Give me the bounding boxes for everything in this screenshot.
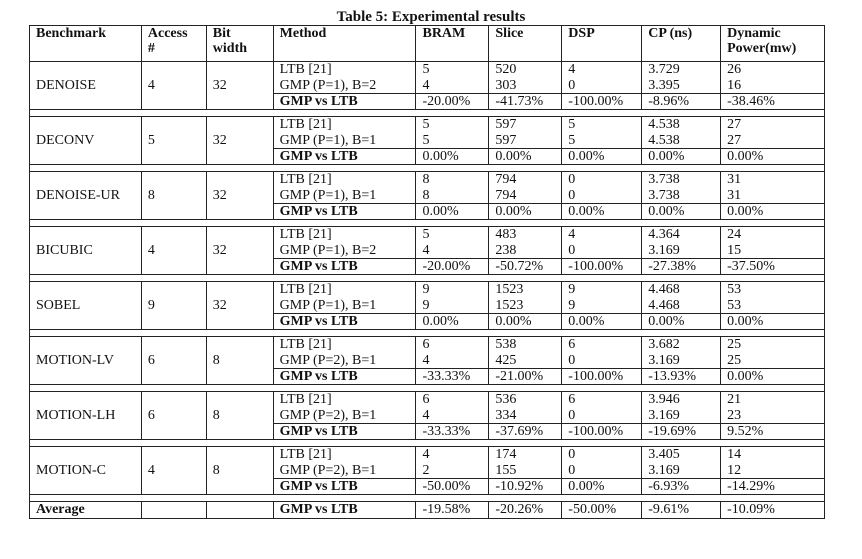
power-cell: 31 bbox=[721, 188, 825, 204]
cp-cell: 4.538 bbox=[642, 117, 721, 133]
bram-cell: 4 bbox=[416, 408, 489, 424]
group-separator bbox=[30, 275, 825, 282]
bit-width-cell: 32 bbox=[206, 117, 273, 165]
dsp-cell: -100.00% bbox=[562, 94, 642, 110]
slice-cell: 334 bbox=[489, 408, 562, 424]
access-cell: 9 bbox=[141, 282, 206, 330]
cp-cell: -6.93% bbox=[642, 479, 721, 495]
slice-cell: 794 bbox=[489, 172, 562, 188]
bram-cell: 5 bbox=[416, 133, 489, 149]
cp-cell: -13.93% bbox=[642, 369, 721, 385]
method-cell: LTB [21] bbox=[273, 337, 416, 353]
access-cell: 4 bbox=[141, 447, 206, 495]
method-cell: LTB [21] bbox=[273, 447, 416, 463]
slice-cell: 303 bbox=[489, 78, 562, 94]
bram-cell: 6 bbox=[416, 337, 489, 353]
cp-cell: 3.405 bbox=[642, 447, 721, 463]
access-cell: 5 bbox=[141, 117, 206, 165]
dsp-cell: 6 bbox=[562, 392, 642, 408]
dsp-cell: 4 bbox=[562, 62, 642, 78]
method-cell: GMP vs LTB bbox=[273, 479, 416, 495]
group-separator bbox=[30, 385, 825, 392]
power-cell: -37.50% bbox=[721, 259, 825, 275]
cp-cell: 4.468 bbox=[642, 282, 721, 298]
power-cell: 9.52% bbox=[721, 424, 825, 440]
power-cell: -14.29% bbox=[721, 479, 825, 495]
cp-cell: -27.38% bbox=[642, 259, 721, 275]
slice-cell: 174 bbox=[489, 447, 562, 463]
table-row bbox=[30, 447, 825, 463]
slice-cell: 536 bbox=[489, 392, 562, 408]
cp-cell: 0.00% bbox=[642, 314, 721, 330]
benchmark-cell: MOTION-C bbox=[30, 447, 142, 495]
table-row bbox=[30, 392, 825, 408]
header-benchmark: Benchmark bbox=[30, 26, 142, 62]
group-separator bbox=[30, 220, 825, 227]
method-cell: GMP vs LTB bbox=[273, 149, 416, 165]
power-cell: 0.00% bbox=[721, 369, 825, 385]
bram-cell: -19.58% bbox=[416, 502, 489, 519]
bram-cell: -20.00% bbox=[416, 94, 489, 110]
slice-cell: -10.92% bbox=[489, 479, 562, 495]
power-cell: 23 bbox=[721, 408, 825, 424]
bit-width-cell: 32 bbox=[206, 172, 273, 220]
dsp-cell: 0.00% bbox=[562, 479, 642, 495]
table-row bbox=[30, 117, 825, 133]
power-cell: 0.00% bbox=[721, 149, 825, 165]
slice-cell: 1523 bbox=[489, 282, 562, 298]
dsp-cell: -50.00% bbox=[562, 502, 642, 519]
bram-cell: 4 bbox=[416, 78, 489, 94]
cp-cell: 3.946 bbox=[642, 392, 721, 408]
slice-cell: -37.69% bbox=[489, 424, 562, 440]
slice-cell: -50.72% bbox=[489, 259, 562, 275]
cp-cell: 3.169 bbox=[642, 243, 721, 259]
dsp-cell: 9 bbox=[562, 282, 642, 298]
slice-cell: 238 bbox=[489, 243, 562, 259]
separator-cell bbox=[30, 165, 825, 172]
dsp-cell: 0 bbox=[562, 408, 642, 424]
dsp-cell: 0 bbox=[562, 353, 642, 369]
cp-cell: 4.364 bbox=[642, 227, 721, 243]
dsp-cell: 0 bbox=[562, 78, 642, 94]
table-row bbox=[30, 62, 825, 78]
power-cell: 53 bbox=[721, 282, 825, 298]
slice-cell: 794 bbox=[489, 188, 562, 204]
bram-cell: 0.00% bbox=[416, 314, 489, 330]
method-cell: GMP vs LTB bbox=[273, 424, 416, 440]
dsp-cell: 6 bbox=[562, 337, 642, 353]
power-cell: 12 bbox=[721, 463, 825, 479]
bram-cell: 8 bbox=[416, 188, 489, 204]
bram-cell: 0.00% bbox=[416, 204, 489, 220]
table-row bbox=[30, 282, 825, 298]
table-row bbox=[30, 337, 825, 353]
dsp-cell: 0 bbox=[562, 188, 642, 204]
group-separator bbox=[30, 165, 825, 172]
dsp-cell: 4 bbox=[562, 227, 642, 243]
group-separator bbox=[30, 330, 825, 337]
bram-cell: 4 bbox=[416, 353, 489, 369]
power-cell: 27 bbox=[721, 117, 825, 133]
method-cell: GMP (P=1), B=1 bbox=[273, 298, 416, 314]
power-cell: 27 bbox=[721, 133, 825, 149]
cp-cell: -19.69% bbox=[642, 424, 721, 440]
table-row bbox=[30, 227, 825, 243]
method-cell: GMP vs LTB bbox=[273, 204, 416, 220]
slice-cell: 597 bbox=[489, 133, 562, 149]
bit-width-cell: 8 bbox=[206, 337, 273, 385]
cp-cell: 3.169 bbox=[642, 353, 721, 369]
slice-cell: 597 bbox=[489, 117, 562, 133]
bram-cell: 4 bbox=[416, 243, 489, 259]
slice-cell: 1523 bbox=[489, 298, 562, 314]
group-separator bbox=[30, 440, 825, 447]
header-power: Dynamic Power(mw) bbox=[721, 26, 825, 62]
benchmark-cell: DECONV bbox=[30, 117, 142, 165]
separator-cell bbox=[30, 110, 825, 117]
cp-cell: 3.682 bbox=[642, 337, 721, 353]
cp-cell: 3.169 bbox=[642, 408, 721, 424]
separator-cell bbox=[30, 495, 825, 502]
dsp-cell: 0.00% bbox=[562, 204, 642, 220]
power-cell: 26 bbox=[721, 62, 825, 78]
dsp-cell: 5 bbox=[562, 117, 642, 133]
dsp-cell: 0 bbox=[562, 172, 642, 188]
method-cell: LTB [21] bbox=[273, 282, 416, 298]
access-cell: 4 bbox=[141, 62, 206, 110]
slice-cell: 538 bbox=[489, 337, 562, 353]
method-cell: GMP (P=2), B=1 bbox=[273, 463, 416, 479]
method-cell: LTB [21] bbox=[273, 62, 416, 78]
separator-cell bbox=[30, 385, 825, 392]
cp-cell: 4.468 bbox=[642, 298, 721, 314]
dsp-cell: 9 bbox=[562, 298, 642, 314]
cp-cell: 4.538 bbox=[642, 133, 721, 149]
group-separator bbox=[30, 495, 825, 502]
bram-cell: -50.00% bbox=[416, 479, 489, 495]
slice-cell: 425 bbox=[489, 353, 562, 369]
method-cell: GMP vs LTB bbox=[273, 94, 416, 110]
bram-cell: 6 bbox=[416, 392, 489, 408]
power-cell: 24 bbox=[721, 227, 825, 243]
cp-cell: 3.169 bbox=[642, 463, 721, 479]
header-access: Access # bbox=[141, 26, 206, 62]
table-row bbox=[30, 172, 825, 188]
average-bit-empty bbox=[206, 502, 273, 519]
dsp-cell: -100.00% bbox=[562, 259, 642, 275]
separator-cell bbox=[30, 220, 825, 227]
power-cell: 25 bbox=[721, 337, 825, 353]
separator-cell bbox=[30, 275, 825, 282]
bit-width-cell: 8 bbox=[206, 447, 273, 495]
method-cell: GMP (P=2), B=1 bbox=[273, 408, 416, 424]
method-cell: GMP (P=1), B=2 bbox=[273, 243, 416, 259]
power-cell: 21 bbox=[721, 392, 825, 408]
benchmark-cell: BICUBIC bbox=[30, 227, 142, 275]
header-cp: CP (ns) bbox=[642, 26, 721, 62]
access-cell: 6 bbox=[141, 392, 206, 440]
power-cell: 53 bbox=[721, 298, 825, 314]
bit-width-cell: 32 bbox=[206, 227, 273, 275]
power-cell: 15 bbox=[721, 243, 825, 259]
method-cell: GMP vs LTB bbox=[273, 502, 416, 519]
bram-cell: -33.33% bbox=[416, 424, 489, 440]
cp-cell: 3.738 bbox=[642, 188, 721, 204]
bram-cell: 5 bbox=[416, 62, 489, 78]
method-cell: GMP vs LTB bbox=[273, 369, 416, 385]
cp-cell: 0.00% bbox=[642, 149, 721, 165]
method-cell: LTB [21] bbox=[273, 117, 416, 133]
separator-cell bbox=[30, 330, 825, 337]
method-cell: LTB [21] bbox=[273, 172, 416, 188]
method-cell: GMP (P=1), B=2 bbox=[273, 78, 416, 94]
header-bram: BRAM bbox=[416, 26, 489, 62]
cp-cell: 3.729 bbox=[642, 62, 721, 78]
benchmark-cell: SOBEL bbox=[30, 282, 142, 330]
power-cell: 31 bbox=[721, 172, 825, 188]
results-table bbox=[29, 25, 825, 519]
header-bit-width: Bit width bbox=[206, 26, 273, 62]
header-dsp: DSP bbox=[562, 26, 642, 62]
access-cell: 8 bbox=[141, 172, 206, 220]
benchmark-cell: DENOISE-UR bbox=[30, 172, 142, 220]
cp-cell: -9.61% bbox=[642, 502, 721, 519]
power-cell: -10.09% bbox=[721, 502, 825, 519]
slice-cell: 0.00% bbox=[489, 204, 562, 220]
slice-cell: 0.00% bbox=[489, 149, 562, 165]
benchmark-cell: MOTION-LV bbox=[30, 337, 142, 385]
bram-cell: -20.00% bbox=[416, 259, 489, 275]
bram-cell: 5 bbox=[416, 117, 489, 133]
access-cell: 6 bbox=[141, 337, 206, 385]
bit-width-cell: 32 bbox=[206, 62, 273, 110]
dsp-cell: 5 bbox=[562, 133, 642, 149]
method-cell: GMP (P=1), B=1 bbox=[273, 133, 416, 149]
power-cell: 16 bbox=[721, 78, 825, 94]
slice-cell: -21.00% bbox=[489, 369, 562, 385]
power-cell: -38.46% bbox=[721, 94, 825, 110]
slice-cell: 0.00% bbox=[489, 314, 562, 330]
header-slice: Slice bbox=[489, 26, 562, 62]
bram-cell: 4 bbox=[416, 447, 489, 463]
slice-cell: 155 bbox=[489, 463, 562, 479]
slice-cell: 520 bbox=[489, 62, 562, 78]
header-row bbox=[30, 26, 825, 62]
power-cell: 25 bbox=[721, 353, 825, 369]
bram-cell: 0.00% bbox=[416, 149, 489, 165]
access-cell: 4 bbox=[141, 227, 206, 275]
benchmark-cell: MOTION-LH bbox=[30, 392, 142, 440]
cp-cell: 0.00% bbox=[642, 204, 721, 220]
benchmark-cell: DENOISE bbox=[30, 62, 142, 110]
bit-width-cell: 8 bbox=[206, 392, 273, 440]
header-method: Method bbox=[273, 26, 416, 62]
method-cell: GMP vs LTB bbox=[273, 259, 416, 275]
average-row bbox=[30, 502, 825, 519]
bram-cell: 5 bbox=[416, 227, 489, 243]
method-cell: GMP (P=1), B=1 bbox=[273, 188, 416, 204]
dsp-cell: 0.00% bbox=[562, 314, 642, 330]
average-access-empty bbox=[141, 502, 206, 519]
method-cell: GMP vs LTB bbox=[273, 314, 416, 330]
power-cell: 0.00% bbox=[721, 204, 825, 220]
average-label: Average bbox=[30, 502, 142, 519]
dsp-cell: -100.00% bbox=[562, 369, 642, 385]
bram-cell: 9 bbox=[416, 298, 489, 314]
bram-cell: 8 bbox=[416, 172, 489, 188]
slice-cell: -41.73% bbox=[489, 94, 562, 110]
method-cell: LTB [21] bbox=[273, 392, 416, 408]
bit-width-cell: 32 bbox=[206, 282, 273, 330]
dsp-cell: 0 bbox=[562, 243, 642, 259]
bram-cell: 2 bbox=[416, 463, 489, 479]
cp-cell: -8.96% bbox=[642, 94, 721, 110]
power-cell: 0.00% bbox=[721, 314, 825, 330]
group-separator bbox=[30, 110, 825, 117]
bram-cell: -33.33% bbox=[416, 369, 489, 385]
table-caption: Table 5: Experimental results bbox=[336, 9, 526, 25]
cp-cell: 3.395 bbox=[642, 78, 721, 94]
dsp-cell: 0 bbox=[562, 463, 642, 479]
separator-cell bbox=[30, 440, 825, 447]
bram-cell: 9 bbox=[416, 282, 489, 298]
dsp-cell: 0 bbox=[562, 447, 642, 463]
method-cell: LTB [21] bbox=[273, 227, 416, 243]
dsp-cell: 0.00% bbox=[562, 149, 642, 165]
cp-cell: 3.738 bbox=[642, 172, 721, 188]
results-body bbox=[30, 62, 825, 519]
power-cell: 14 bbox=[721, 447, 825, 463]
method-cell: GMP (P=2), B=1 bbox=[273, 353, 416, 369]
slice-cell: 483 bbox=[489, 227, 562, 243]
slice-cell: -20.26% bbox=[489, 502, 562, 519]
dsp-cell: -100.00% bbox=[562, 424, 642, 440]
